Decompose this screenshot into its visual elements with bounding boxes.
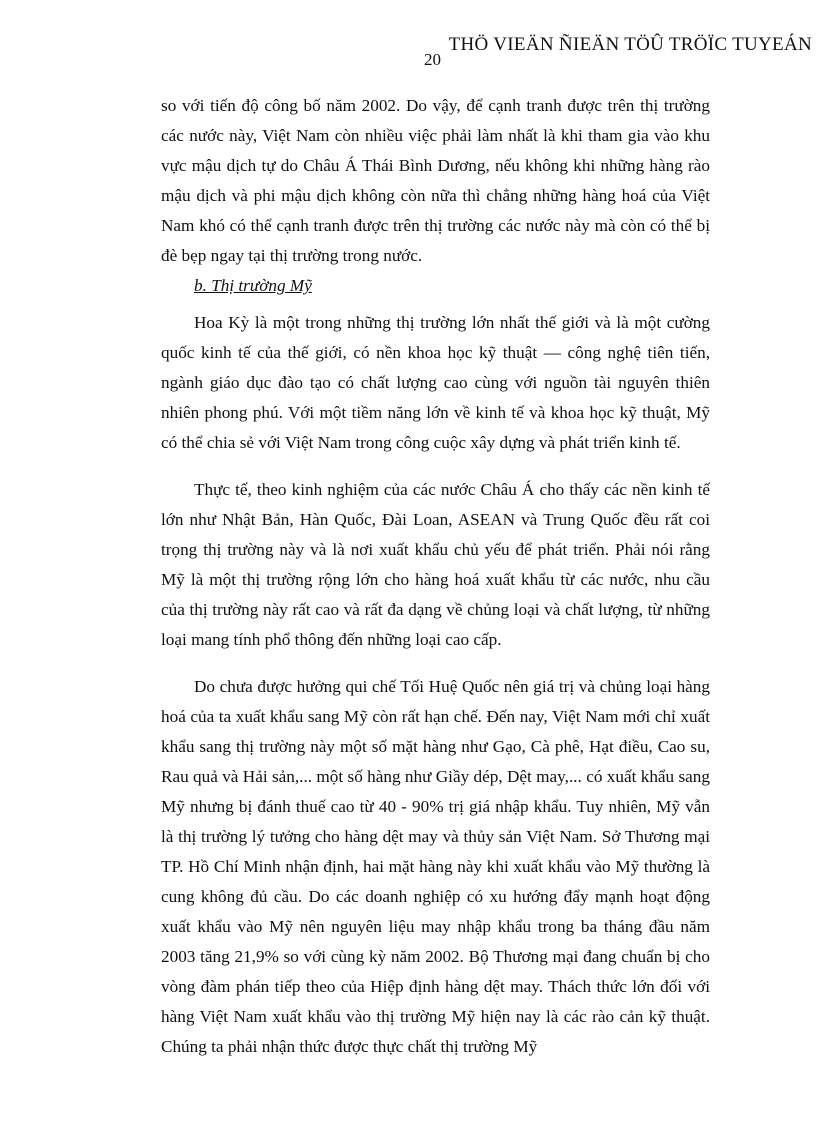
section-heading: b. Thị trường Mỹ: [194, 276, 312, 295]
page-number: 20: [424, 50, 441, 69]
library-header-title: THÖ VIEÄN ÑIEÄN TÖÛ TRÖÏC TUYEÁN: [448, 34, 812, 55]
document-body: [161, 91, 710, 1062]
paragraph-asian-experience: Thực tế, theo kinh nghiệm của các nước Châu Á cho thấy các nền kinh tế lớn như Nhật Bản, Hàn Quốc, Đài Loan, ASEAN và Trung Quốc đều rất coi trọng thị trường này và là nơi xuất khẩu chủ yếu để phát triển. Phải nói rằng Mỹ là một thị trường rộng lớn cho hàng hoá xuất khẩu từ các nước, nhu cầu của thị trường này rất cao và rất đa dạng về chủng loại và chất lượng, từ những loại mang tính phổ thông đến những loại cao cấp.: [161, 480, 710, 649]
paragraph-continuation: so với tiến độ công bố năm 2002. Do vậy, để cạnh tranh được trên thị trường các nước này, Việt Nam còn nhiều việc phải làm nhất là khi tham gia vào khu vực mậu dịch tự do Châu Á Thái Bình Dương, nếu không khi những hàng rào mậu dịch và phi mậu dịch không còn nữa thì chẳng những hàng hoá của Việt Nam khó có thể cạnh tranh được trên thị trường các nước này mà còn có thể bị đè bẹp ngay tại thị trường trong nước.: [161, 96, 710, 265]
page-header: [0, 34, 816, 69]
paragraph-export-status: Do chưa được hưởng qui chế Tối Huệ Quốc nên giá trị và chủng loại hàng hoá của ta xuất khẩu sang Mỹ còn rất hạn chế. Đến nay, Việt Nam mới chỉ xuất khẩu sang thị trường này một số mặt hàng như Gạo, Cà phê, Hạt điều, Cao su, Rau quả và Hải sản,... một số hàng như Giầy dép, Dệt may,... có xuất khẩu sang Mỹ nhưng bị đánh thuế cao từ 40 - 90% trị giá nhập khẩu. Tuy nhiên, Mỹ vẫn là thị trường lý tưởng cho hàng dệt may và thủy sản Việt Nam. Sở Thương mại TP. Hồ Chí Minh nhận định, hai mặt hàng này khi xuất khẩu vào Mỹ thường là cung không đủ cầu. Do các doanh nghiệp có xu hướng đẩy mạnh hoạt động xuất khẩu vào Mỹ nên nguyên liệu may nhập khẩu trong ba tháng đầu năm 2003 tăng 21,9% so với cùng kỳ năm 2002. Bộ Thương mại đang chuẩn bị cho vòng đàm phán tiếp theo của Hiệp định hàng dệt may. Thách thức lớn đối với hàng Việt Nam xuất khẩu vào thị trường Mỹ hiện nay là các rào cản kỹ thuật. Chúng ta phải nhận thức được thực chất thị trường Mỹ: [161, 677, 710, 1056]
paragraph-us-overview: Hoa Kỳ là một trong những thị trường lớn nhất thế giới và là một cường quốc kinh tế của thế giới, có nền khoa học kỹ thuật — công nghệ tiên tiến, ngành giáo dục đào tạo có chất lượng cao cùng với nguồn tài nguyên thiên nhiên phong phú. Với một tiềm năng lớn về kinh tế và khoa học kỹ thuật, Mỹ có thể chia sẻ với Việt Nam trong công cuộc xây dựng và phát triển kinh tế.: [161, 313, 710, 452]
